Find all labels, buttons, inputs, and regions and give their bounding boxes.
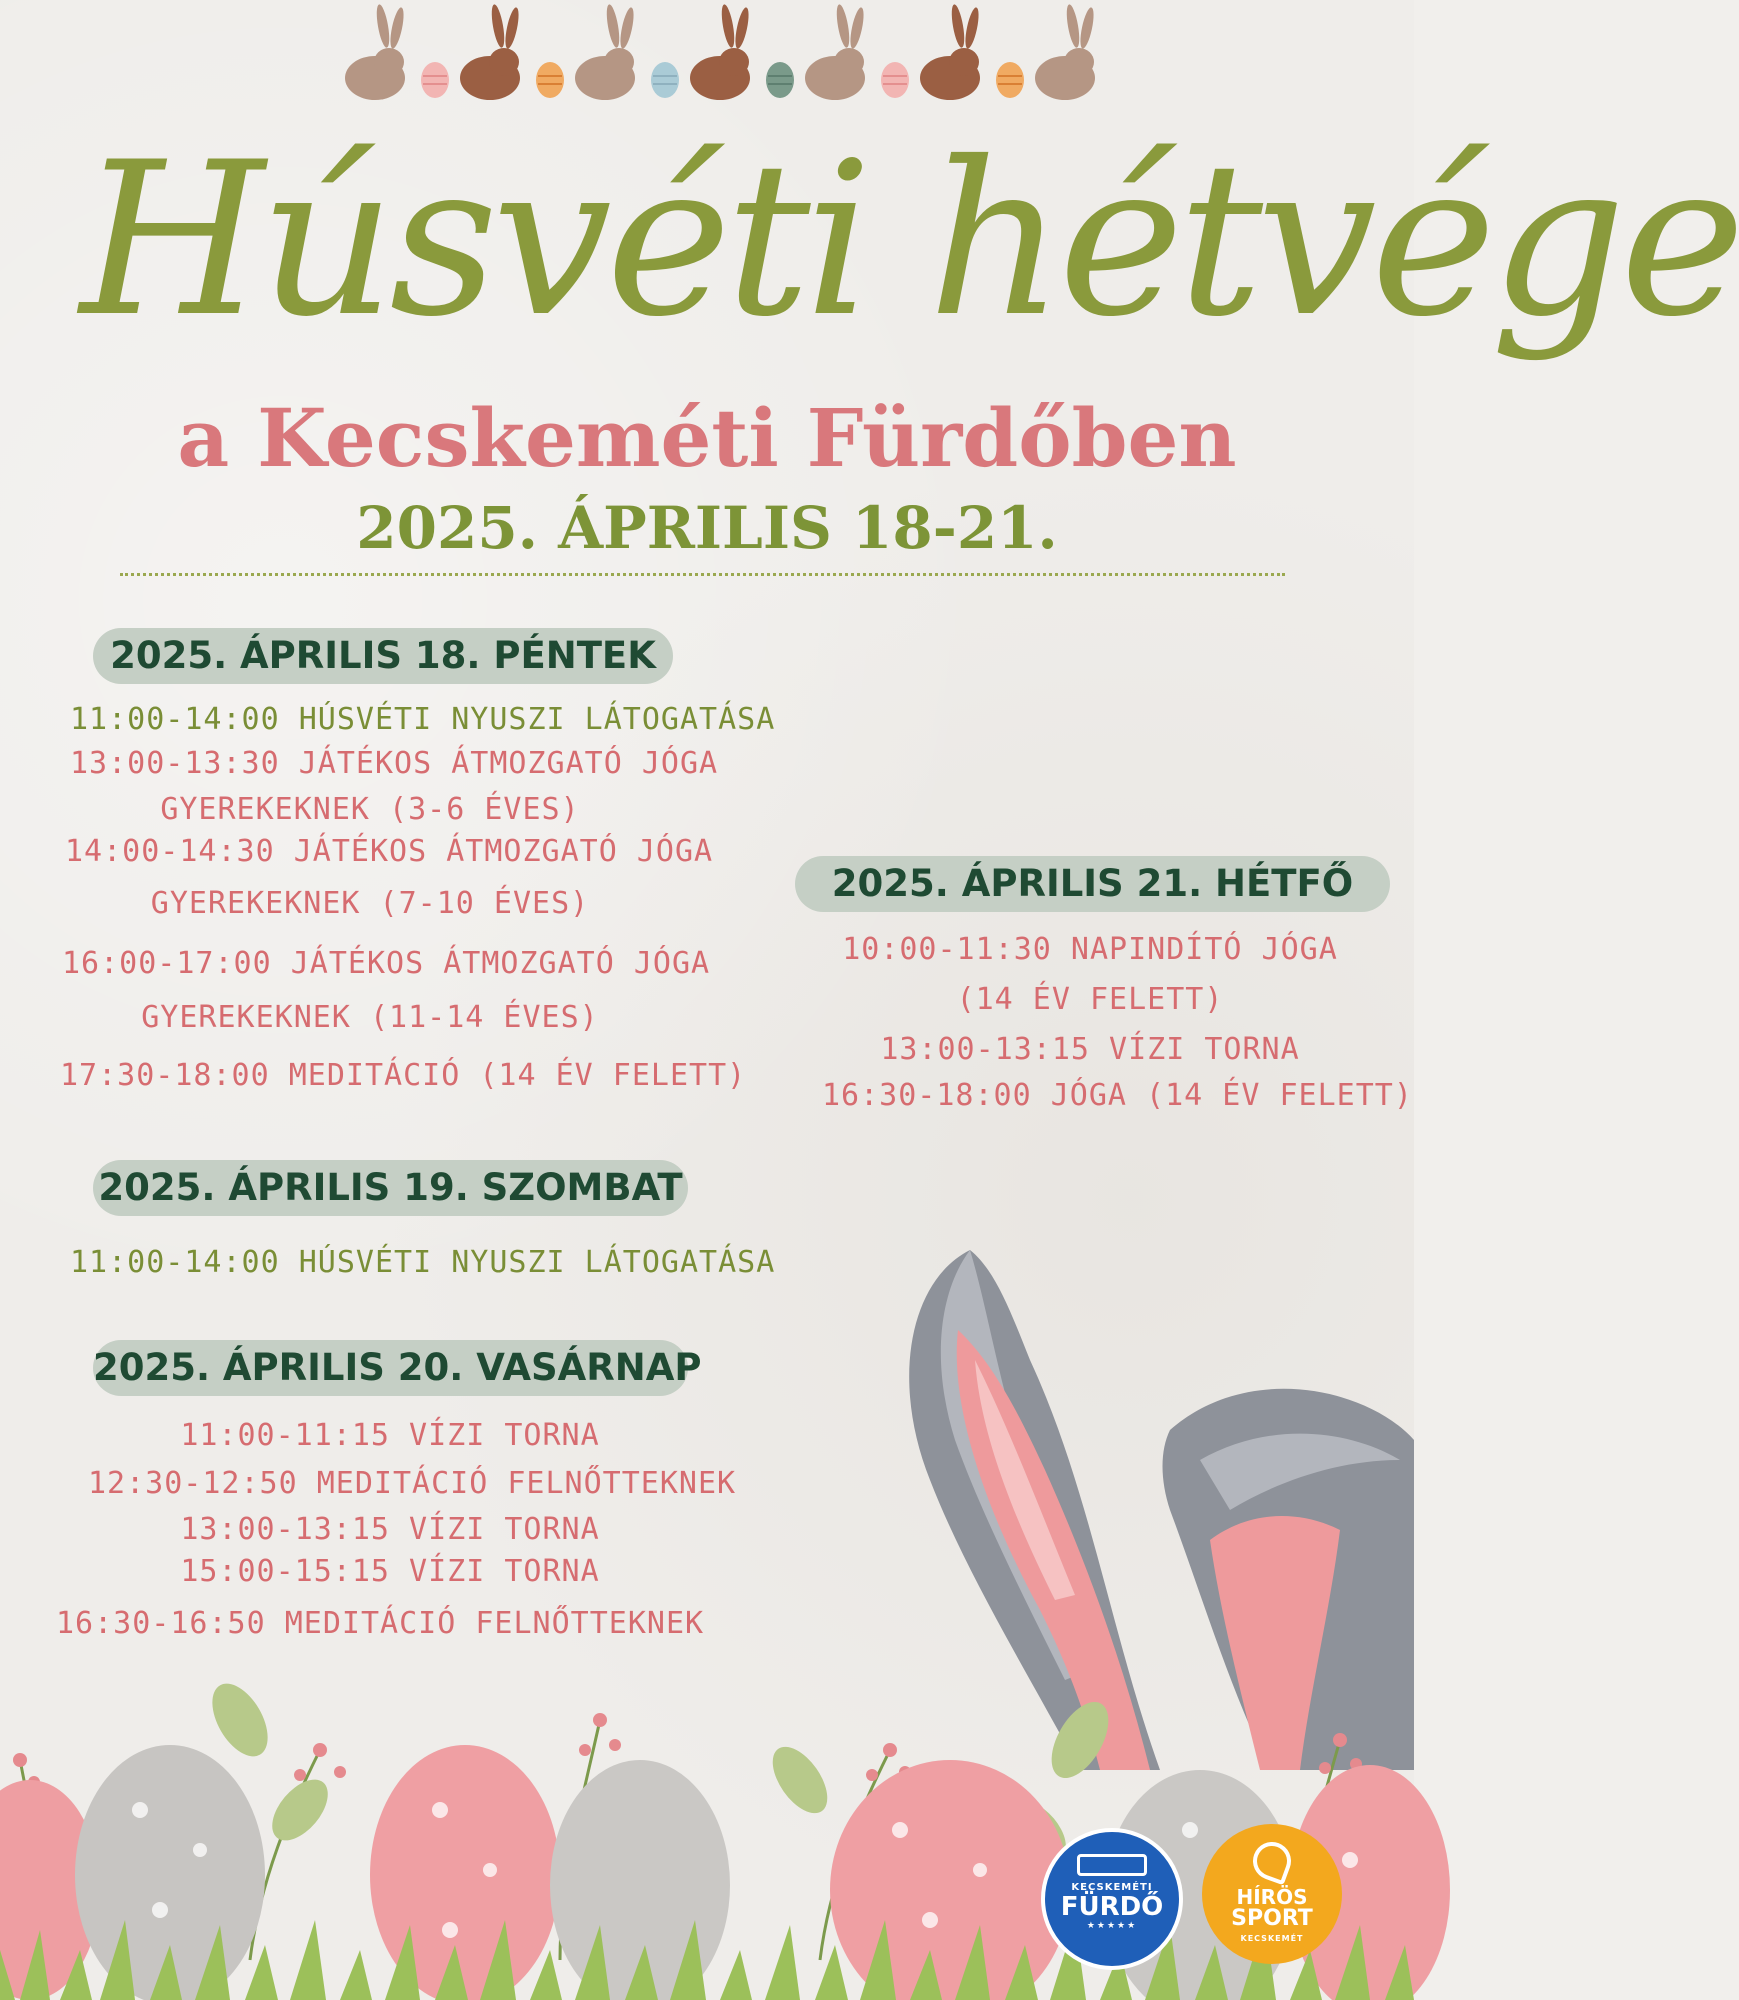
wave-icon (1077, 1854, 1147, 1876)
logo-sport-line1: HÍRÖS (1236, 1885, 1308, 1909)
egg-icon (766, 62, 794, 98)
bunny-icon (345, 3, 406, 100)
bunny-icon (920, 3, 981, 100)
day-label-friday: 2025. ÁPRILIS 18. PÉNTEK (93, 628, 673, 684)
schedule-line: 10:00-11:30 NAPINDÍTÓ JÓGA (842, 932, 1338, 967)
bunny-row (340, 0, 1110, 105)
bunny-icon (805, 3, 866, 100)
dotted-divider (120, 573, 1285, 576)
bunny-icon (1035, 3, 1096, 100)
schedule-line: 17:30-18:00 MEDITÁCIÓ (14 ÉV FELETT) (60, 1058, 747, 1093)
egg-icon (421, 62, 449, 98)
schedule-line: 15:00-15:15 VÍZI TORNA (180, 1554, 600, 1589)
subtitle: a Kecskeméti Fürdőben (177, 391, 1237, 485)
schedule-line: 14:00-14:30 JÁTÉKOS ÁTMOZGATÓ JÓGA (65, 834, 714, 869)
easter-egg-illustration (0, 1660, 1414, 2000)
egg-icon (996, 62, 1024, 98)
schedule-line: 12:30-12:50 MEDITÁCIÓ FELNŐTTEKNEK (88, 1466, 737, 1501)
egg-icon (536, 62, 564, 98)
day-label-saturday: 2025. ÁPRILIS 19. SZOMBAT (93, 1160, 688, 1216)
schedule-line: GYEREKEKNEK (7-10 ÉVES) (150, 886, 590, 921)
schedule-line: GYEREKEKNEK (3-6 ÉVES) (160, 792, 580, 827)
day-label-monday: 2025. ÁPRILIS 21. HÉTFŐ (795, 856, 1390, 912)
logo-sport-line2: SPORT (1231, 1906, 1313, 1931)
schedule-line: 16:30-16:50 MEDITÁCIÓ FELNŐTTEKNEK (56, 1606, 705, 1641)
schedule-line: 13:00-13:15 VÍZI TORNA (880, 1032, 1300, 1067)
schedule-line: 16:00-17:00 JÁTÉKOS ÁTMOZGATÓ JÓGA (62, 946, 711, 981)
schedule-line: 16:30-18:00 JÓGA (14 ÉV FELETT) (822, 1078, 1413, 1113)
runner-icon (1248, 1837, 1297, 1886)
kecskemeti-furdo-logo (1041, 1828, 1183, 1970)
egg-icon (881, 62, 909, 98)
schedule-line: 13:00-13:30 JÁTÉKOS ÁTMOZGATÓ JÓGA (70, 746, 719, 781)
logo-furdo-top: KECSKEMÉTI (1071, 1882, 1153, 1893)
day-label-sunday: 2025. ÁPRILIS 20. VASÁRNAP (93, 1340, 688, 1396)
date-range: 2025. ÁPRILIS 18-21. (356, 494, 1058, 562)
schedule-line: 11:00-14:00 HÚSVÉTI NYUSZI LÁTOGATÁSA (70, 702, 776, 737)
schedule-line: 11:00-14:00 HÚSVÉTI NYUSZI LÁTOGATÁSA (70, 1245, 776, 1280)
script-title: Húsvéti hétvége (80, 116, 1739, 363)
bunny-icon (575, 3, 636, 100)
bunny-icon (460, 3, 521, 100)
schedule-line: (14 ÉV FELETT) (956, 982, 1224, 1017)
schedule-line: 13:00-13:15 VÍZI TORNA (180, 1512, 600, 1547)
bunny-icon (690, 3, 751, 100)
logo-furdo-main: FÜRDŐ (1060, 1892, 1164, 1922)
egg-icon (651, 62, 679, 98)
hiros-sport-logo (1202, 1824, 1342, 1964)
logo-sport-bottom: KECSKEMÉT (1240, 1934, 1304, 1943)
schedule-line: 11:00-11:15 VÍZI TORNA (180, 1418, 600, 1453)
schedule-line: GYEREKEKNEK (11-14 ÉVES) (141, 1000, 599, 1035)
logo-furdo-stars: ★★★★★ (1086, 1921, 1138, 1931)
